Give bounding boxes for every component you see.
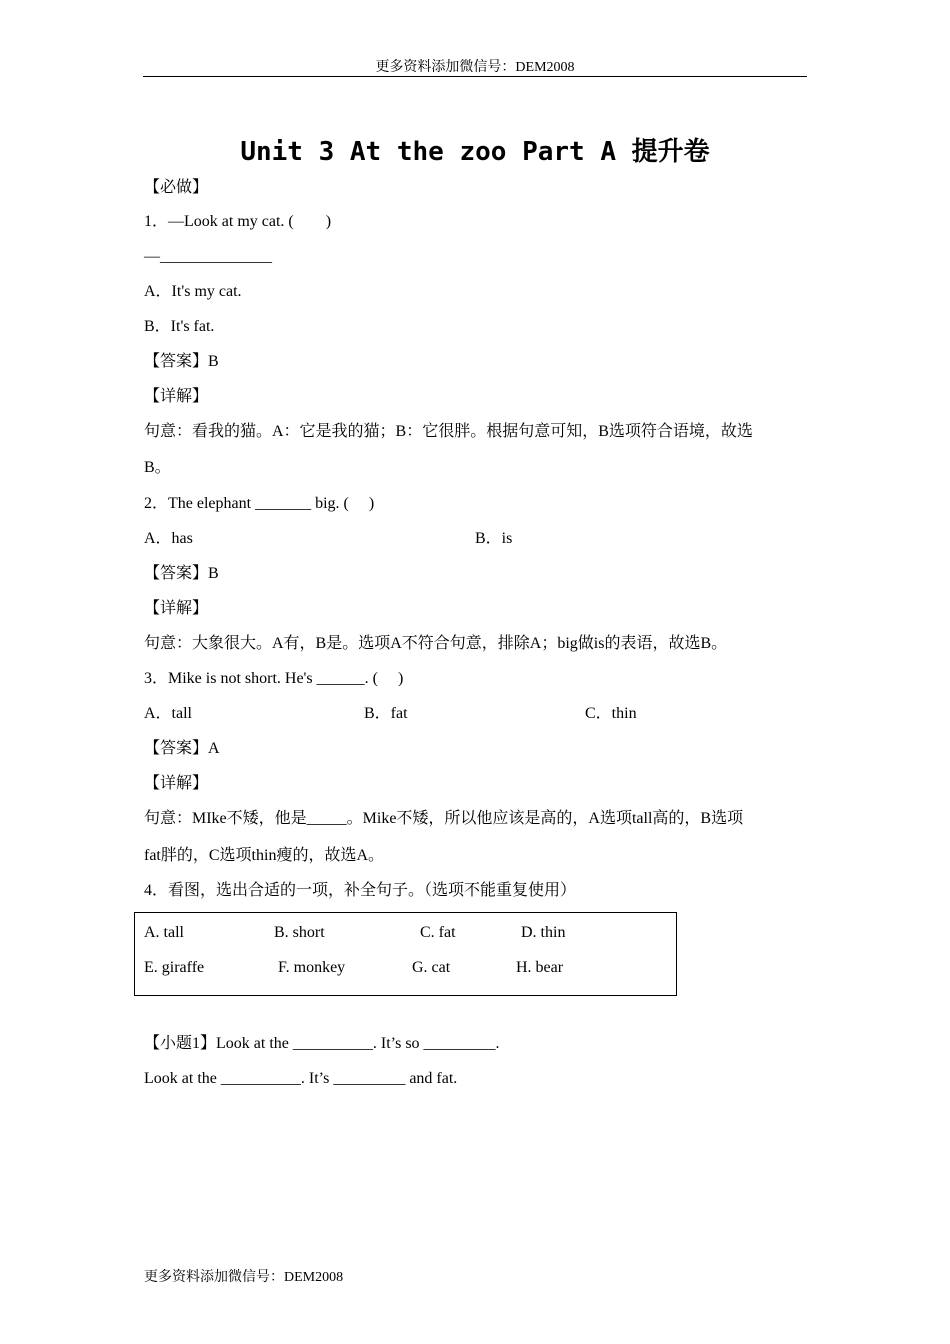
word-bank-item: G. cat (412, 959, 451, 976)
word-bank-item: B. short (274, 924, 325, 941)
q4-stem: 4．看图，选出合适的一项，补全句子。（选项不能重复使用） (144, 882, 577, 899)
q2-detail: 句意：大象很大。A有，B是。选项A不符合句意，排除A；big做is的表语，故选B。 (144, 635, 728, 652)
q3-detail-label: 【详解】 (144, 775, 209, 792)
q4-sub1-line1: 【小题1】Look at the __________. It’s so _________. (144, 1035, 500, 1052)
q3-option-a: A．tall (144, 705, 192, 722)
q2-stem: 2．The elephant _______ big. ( ) (144, 495, 375, 512)
q2-answer: 【答案】B (144, 565, 219, 582)
word-bank-item: E. giraffe (144, 959, 205, 976)
q1-option-a: A．It's my cat. (144, 283, 242, 300)
q3-option-c: C．thin (585, 705, 637, 722)
q3-detail-line1: 句意：MIke不矮，他是_____。Mike不矮，所以他应该是高的，A选项tall高的，B选项 (144, 810, 744, 827)
word-bank-item: A. tall (144, 924, 184, 941)
header-divider (143, 76, 807, 77)
word-bank-item: F. monkey (278, 959, 346, 976)
q3-detail-line2: fat胖的，C选项thin瘦的，故选A。 (144, 847, 384, 864)
word-bank-item: C. fat (420, 924, 456, 941)
word-bank-item: H. bear (516, 959, 564, 976)
q4-sub1-line2: Look at the __________. It’s _________ and fat. (144, 1070, 458, 1087)
q3-stem: 3．Mike is not short. He's ______. ( ) (144, 670, 404, 687)
word-bank-box (134, 912, 677, 996)
q3-option-b: B．fat (364, 705, 408, 722)
q1-stem: 1．—Look at my cat. ( ) (144, 213, 332, 230)
word-bank-item: D. thin (521, 924, 566, 941)
q1-option-b: B．It's fat. (144, 318, 215, 335)
q1-detail-line2: B。 (144, 459, 171, 476)
section-label: 【必做】 (144, 179, 209, 196)
page-footer: 更多资料添加微信号：DEM2008 (144, 1270, 344, 1285)
q2-option-a: A．has (144, 530, 193, 547)
page-title: Unit 3 At the zoo Part A 提升卷 (240, 137, 710, 167)
q3-answer: 【答案】A (144, 740, 220, 757)
page-header: 更多资料添加微信号：DEM2008 (375, 60, 575, 75)
q2-option-b: B．is (475, 530, 513, 547)
q2-detail-label: 【详解】 (144, 600, 209, 617)
q1-answer-blank: —______________ (144, 248, 272, 265)
q1-detail-label: 【详解】 (144, 388, 209, 405)
q1-answer: 【答案】B (144, 353, 219, 370)
q1-detail-line1: 句意：看我的猫。A：它是我的猫；B：它很胖。根据句意可知，B选项符合语境，故选 (144, 423, 753, 440)
